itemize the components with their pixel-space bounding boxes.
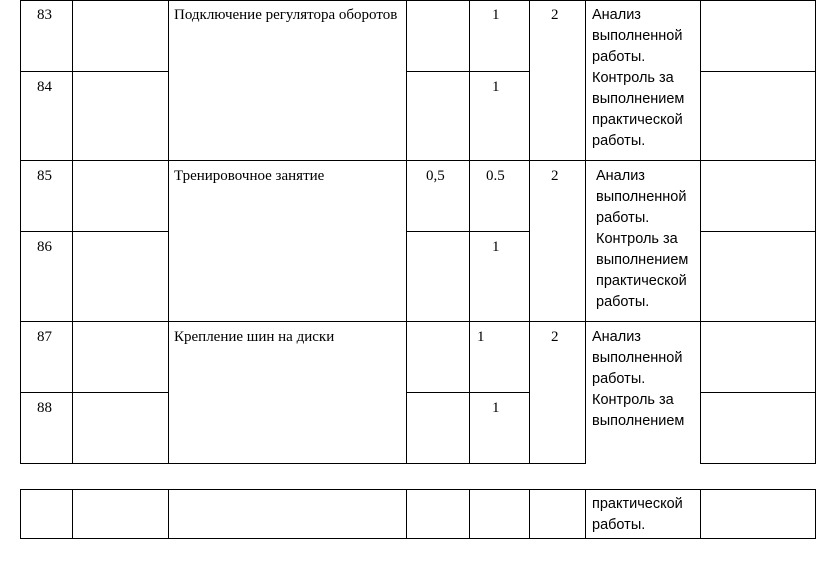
rule-87-88-right: [700, 392, 816, 393]
rule-87-88-left: [20, 392, 168, 393]
lesson-number: 83: [37, 7, 52, 23]
lesson-topic: Тренировочное занятие: [174, 168, 325, 184]
cont-col-line-3: [406, 489, 407, 539]
cont-col-line-6: [585, 489, 586, 539]
rule-86-87: [20, 321, 816, 322]
rule-87-88-mid: [406, 392, 529, 393]
col-line-4: [469, 0, 470, 464]
lesson-number: 88: [37, 400, 52, 416]
practice-hours: 1: [492, 400, 500, 416]
practice-hours: 1: [492, 79, 500, 95]
col-line-0: [20, 0, 21, 464]
col-line-1: [72, 0, 73, 464]
col-line-6: [585, 0, 586, 464]
cont-col-line-1: [72, 489, 73, 539]
cont-col-line-4: [469, 489, 470, 539]
rule-85-86-left: [20, 231, 168, 232]
cont-col-line-0: [20, 489, 21, 539]
total-hours: 2: [551, 7, 559, 23]
rule-84-85: [20, 160, 816, 161]
control-form: Анализ выполненной работы. Контроль за выполнением практической работы.: [592, 7, 685, 149]
control-form: Анализ выполненной работы. Контроль за выполнением: [592, 329, 685, 429]
col-line-2: [168, 0, 169, 464]
rule-bottom-right: [700, 463, 816, 464]
col-line-3: [406, 0, 407, 464]
cont-col-line-5: [529, 489, 530, 539]
practice-hours: 1: [477, 329, 485, 345]
rule-top: [20, 0, 816, 1]
practice-hours: 1: [492, 239, 500, 255]
lesson-topic: Крепление шин на диски: [174, 329, 335, 345]
theory-hours: 0,5: [426, 168, 445, 184]
lesson-topic: Подключение регулятора оборотов: [174, 7, 398, 23]
cont-rule-bottom: [20, 538, 816, 539]
cont-col-line-2: [168, 489, 169, 539]
control-form: Анализ выполненной работы. Контроль за выполнением практической работы.: [596, 168, 689, 310]
cont-rule-top: [20, 489, 816, 490]
lesson-number: 84: [37, 79, 52, 95]
lesson-number: 87: [37, 329, 52, 345]
rule-85-86-right: [700, 231, 816, 232]
lesson-number: 86: [37, 239, 52, 255]
rule-bottom-left: [20, 463, 585, 464]
col-line-5: [529, 0, 530, 464]
total-hours: 2: [551, 168, 559, 184]
practice-hours: 0.5: [486, 168, 505, 184]
rule-83-84-mid: [406, 71, 529, 72]
rule-83-84-right: [700, 71, 816, 72]
rule-83-84-left: [20, 71, 168, 72]
rule-85-86-mid: [406, 231, 529, 232]
practice-hours: 1: [492, 7, 500, 23]
total-hours: 2: [551, 329, 559, 345]
control-form-continuation: практической работы.: [592, 496, 683, 533]
cont-col-line-7: [700, 489, 701, 539]
lesson-number: 85: [37, 168, 52, 184]
col-line-7: [700, 0, 701, 464]
